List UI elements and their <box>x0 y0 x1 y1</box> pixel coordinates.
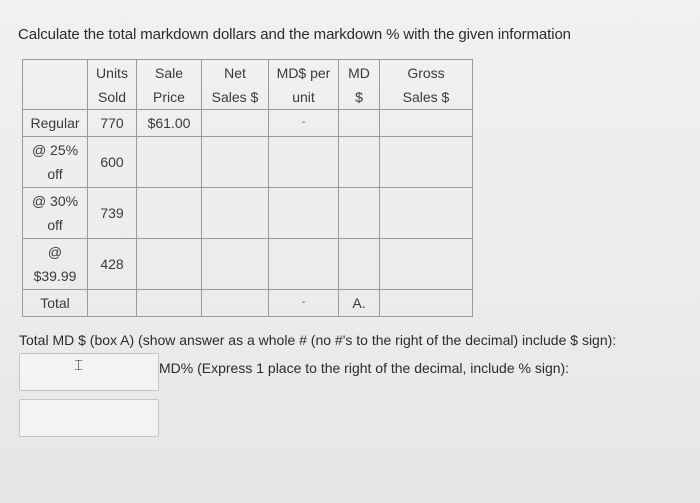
cell-net-sales <box>202 239 269 290</box>
markdown-table <box>22 59 473 317</box>
cell-net-sales <box>202 110 269 137</box>
cell-md-dollars <box>339 239 380 290</box>
cell-sale-price <box>137 239 202 290</box>
table-row-3999 <box>23 239 473 290</box>
cell-net-sales <box>202 188 269 239</box>
cell-gross-sales <box>380 137 473 188</box>
cell-net-sales <box>202 290 269 317</box>
total-md-prompt: Total MD $ (box A) (show answer as a whole # (no #'s to the right of the decimal) include $ sign): <box>19 332 617 348</box>
cell-units-sold: 770 <box>88 110 137 137</box>
row-label: Total <box>23 290 88 317</box>
cell-md-dollars-box-a <box>339 290 380 317</box>
header-sale-price: Sale Price <box>137 60 202 110</box>
header-md-per-unit: MD$ per unit <box>269 60 339 110</box>
cell-md-dollars <box>339 137 380 188</box>
row-label: @ 30% off <box>23 188 88 239</box>
table-row-regular <box>23 110 473 137</box>
cell-gross-sales <box>380 110 473 137</box>
row-label: @ 25% off <box>23 137 88 188</box>
box-a-label: A. <box>352 295 366 311</box>
cell-sale-price: $61.00 <box>137 110 202 137</box>
row-label: @ $39.99 <box>23 239 88 290</box>
cell-md-per-unit <box>269 188 339 239</box>
cell-units-sold: 739 <box>88 188 137 239</box>
md-percent-answer-input[interactable] <box>19 399 159 437</box>
cell-md-per-unit <box>269 239 339 290</box>
cell-gross-sales <box>380 239 473 290</box>
cell-gross-sales <box>380 290 473 317</box>
cell-md-dollars <box>339 188 380 239</box>
cell-md-per-unit <box>269 290 339 317</box>
header-corner-cell <box>23 60 88 110</box>
cell-md-per-unit <box>269 137 339 188</box>
table-row-30-off <box>23 188 473 239</box>
header-gross-sales: Gross Sales $ <box>380 60 473 110</box>
cell-md-dollars <box>339 110 380 137</box>
cell-md-per-unit <box>269 110 339 137</box>
cell-sale-price <box>137 188 202 239</box>
cell-units-sold <box>88 290 137 317</box>
header-md-dollars: MD $ <box>339 60 380 110</box>
table-row-total <box>23 290 473 317</box>
row-label: Regular <box>23 110 88 137</box>
cell-sale-price <box>137 137 202 188</box>
header-net-sales: Net Sales $ <box>202 60 269 110</box>
question-title: Calculate the total markdown dollars and the markdown % with the given information <box>18 26 571 43</box>
cell-sale-price <box>137 290 202 317</box>
table-header-row <box>23 60 473 110</box>
cell-gross-sales <box>380 188 473 239</box>
total-md-answer-input[interactable] <box>19 353 159 391</box>
text-cursor-icon: ⌶ <box>74 356 84 374</box>
header-units-sold: Units Sold <box>88 60 137 110</box>
cell-units-sold: 428 <box>88 239 137 290</box>
cell-units-sold: 600 <box>88 137 137 188</box>
cell-net-sales <box>202 137 269 188</box>
md-percent-prompt: MD% (Express 1 place to the right of the decimal, include % sign): <box>159 360 570 376</box>
dash-mark: - <box>301 117 306 128</box>
dash-mark: - <box>301 297 306 308</box>
table-row-25-off <box>23 137 473 188</box>
